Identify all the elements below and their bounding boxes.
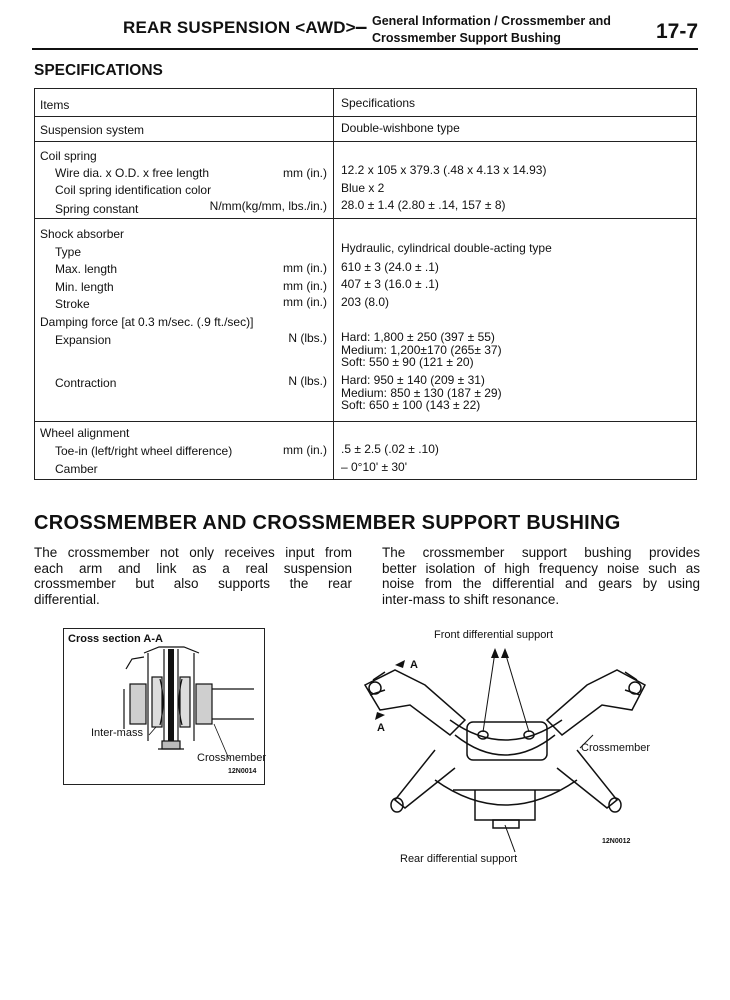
section-marker-a-top: A xyxy=(410,659,418,671)
max-length-label: Max. length xyxy=(55,262,118,276)
figure-code-left: 12N0014 xyxy=(228,768,257,775)
contraction-hard: Hard: 950 ± 140 (209 ± 31) xyxy=(341,373,485,387)
contraction-medium: Medium: 850 ± 130 (187 ± 29) xyxy=(341,385,502,400)
stroke-label: Stroke xyxy=(55,297,90,311)
title-dash: – xyxy=(355,14,368,39)
toe-in-value: .5 ± 2.5 (.02 ± .10) xyxy=(341,442,439,456)
crossmember-label-right: Crossmember xyxy=(581,742,651,754)
suspension-system-label: Suspension system xyxy=(40,123,145,137)
coil-spring-label: Coil spring xyxy=(40,149,97,163)
contraction-values xyxy=(341,374,502,412)
section-title: REAR SUSPENSION <AWD> xyxy=(123,18,356,37)
suspension-system-value: Double-wishbone type xyxy=(341,121,460,135)
paragraph-line: The crossmember not only receives input from xyxy=(34,545,352,560)
specifications-heading: SPECIFICATIONS xyxy=(34,62,163,79)
column-header-items: Items xyxy=(40,98,70,112)
max-length-value: 610 ± 3 (24.0 ± .1) xyxy=(341,260,439,274)
rear-differential-support-label: Rear differential support xyxy=(400,853,518,865)
page-number: 17-7 xyxy=(656,20,699,43)
subtitle-line-2: Crossmember Support Bushing xyxy=(372,31,561,45)
camber-label: Camber xyxy=(55,462,98,476)
toe-in-label: Toe-in (left/right wheel difference) xyxy=(55,444,233,458)
section-marker-a-bottom: A xyxy=(377,722,385,734)
min-length-label: Min. length xyxy=(55,280,114,294)
min-length-unit: mm (in.) xyxy=(283,279,327,293)
expansion-medium: Medium: 1,200±170 (265± 37) xyxy=(341,342,502,357)
paragraph-line: each arm and link as a real suspension xyxy=(34,560,352,576)
table-row-divider xyxy=(34,141,697,142)
contraction-unit: N (lbs.) xyxy=(288,374,327,388)
subtitle-line-1: General Information / Crossmember and xyxy=(372,14,611,28)
expansion-unit: N (lbs.) xyxy=(288,331,327,345)
paragraph-line: noise from the differential and gears by using xyxy=(382,576,700,591)
figure-code-right: 12N0012 xyxy=(602,838,631,845)
spring-constant-unit: N/mm(kg/mm, lbs./in.) xyxy=(209,199,327,213)
paragraph-line: inter-mass to shift resonance. xyxy=(382,591,560,607)
contraction-label: Contraction xyxy=(55,376,117,390)
contraction-soft: Soft: 650 ± 100 (143 ± 22) xyxy=(341,398,481,412)
stroke-value: 203 (8.0) xyxy=(341,295,390,309)
front-differential-support-label: Front differential support xyxy=(434,629,554,641)
crossmember-label-left: Crossmember xyxy=(197,752,267,764)
cross-section-title: Cross section A-A xyxy=(68,633,163,645)
expansion-values xyxy=(341,331,502,369)
paragraph-line: differential. xyxy=(34,591,100,607)
spring-constant-label: Spring constant xyxy=(55,202,139,216)
wire-dimension-label: Wire dia. x O.D. x free length xyxy=(55,166,210,180)
crossmember-section-heading: CROSSMEMBER AND CROSSMEMBER SUPPORT BUSHING xyxy=(34,512,621,534)
spring-constant-value: 28.0 ± 1.4 (2.80 ± .14, 157 ± 8) xyxy=(341,198,506,212)
header-rule xyxy=(32,48,698,50)
min-length-value: 407 ± 3 (16.0 ± .1) xyxy=(341,277,439,291)
shock-type-value: Hydraulic, cylindrical double-acting type xyxy=(341,241,552,255)
spring-color-value: Blue x 2 xyxy=(341,181,385,195)
max-length-unit: mm (in.) xyxy=(283,261,327,275)
damping-force-label: Damping force [at 0.3 m/sec. (.9 ft./sec)] xyxy=(40,315,254,329)
expansion-soft: Soft: 550 ± 90 (121 ± 20) xyxy=(341,355,474,369)
wheel-alignment-label: Wheel alignment xyxy=(40,426,130,440)
stroke-unit: mm (in.) xyxy=(283,295,327,309)
expansion-hard: Hard: 1,800 ± 250 (397 ± 55) xyxy=(341,330,495,344)
shock-type-label: Type xyxy=(55,245,82,259)
spring-color-label: Coil spring identification color xyxy=(55,183,212,197)
toe-in-unit: mm (in.) xyxy=(283,443,327,457)
camber-value: – 0°10' ± 30' xyxy=(341,460,408,474)
bushing-description xyxy=(382,545,700,607)
inter-mass-label: Inter-mass xyxy=(91,727,143,739)
crossmember-description xyxy=(34,545,352,607)
table-row-divider xyxy=(34,116,697,117)
paragraph-line: The crossmember support bushing provides xyxy=(382,545,700,560)
paragraph-line: better isolation of high frequency noise such as xyxy=(382,560,700,576)
table-row-divider xyxy=(34,218,697,219)
shock-absorber-label: Shock absorber xyxy=(40,227,125,241)
table-row-divider xyxy=(34,421,697,422)
column-header-specifications: Specifications xyxy=(341,96,416,110)
paragraph-line: crossmember but also supports the rear xyxy=(34,576,352,591)
wire-dimension-unit: mm (in.) xyxy=(283,166,327,180)
wire-dimension-value: 12.2 x 105 x 379.3 (.48 x 4.13 x 14.93) xyxy=(341,163,547,177)
expansion-label: Expansion xyxy=(55,333,112,347)
